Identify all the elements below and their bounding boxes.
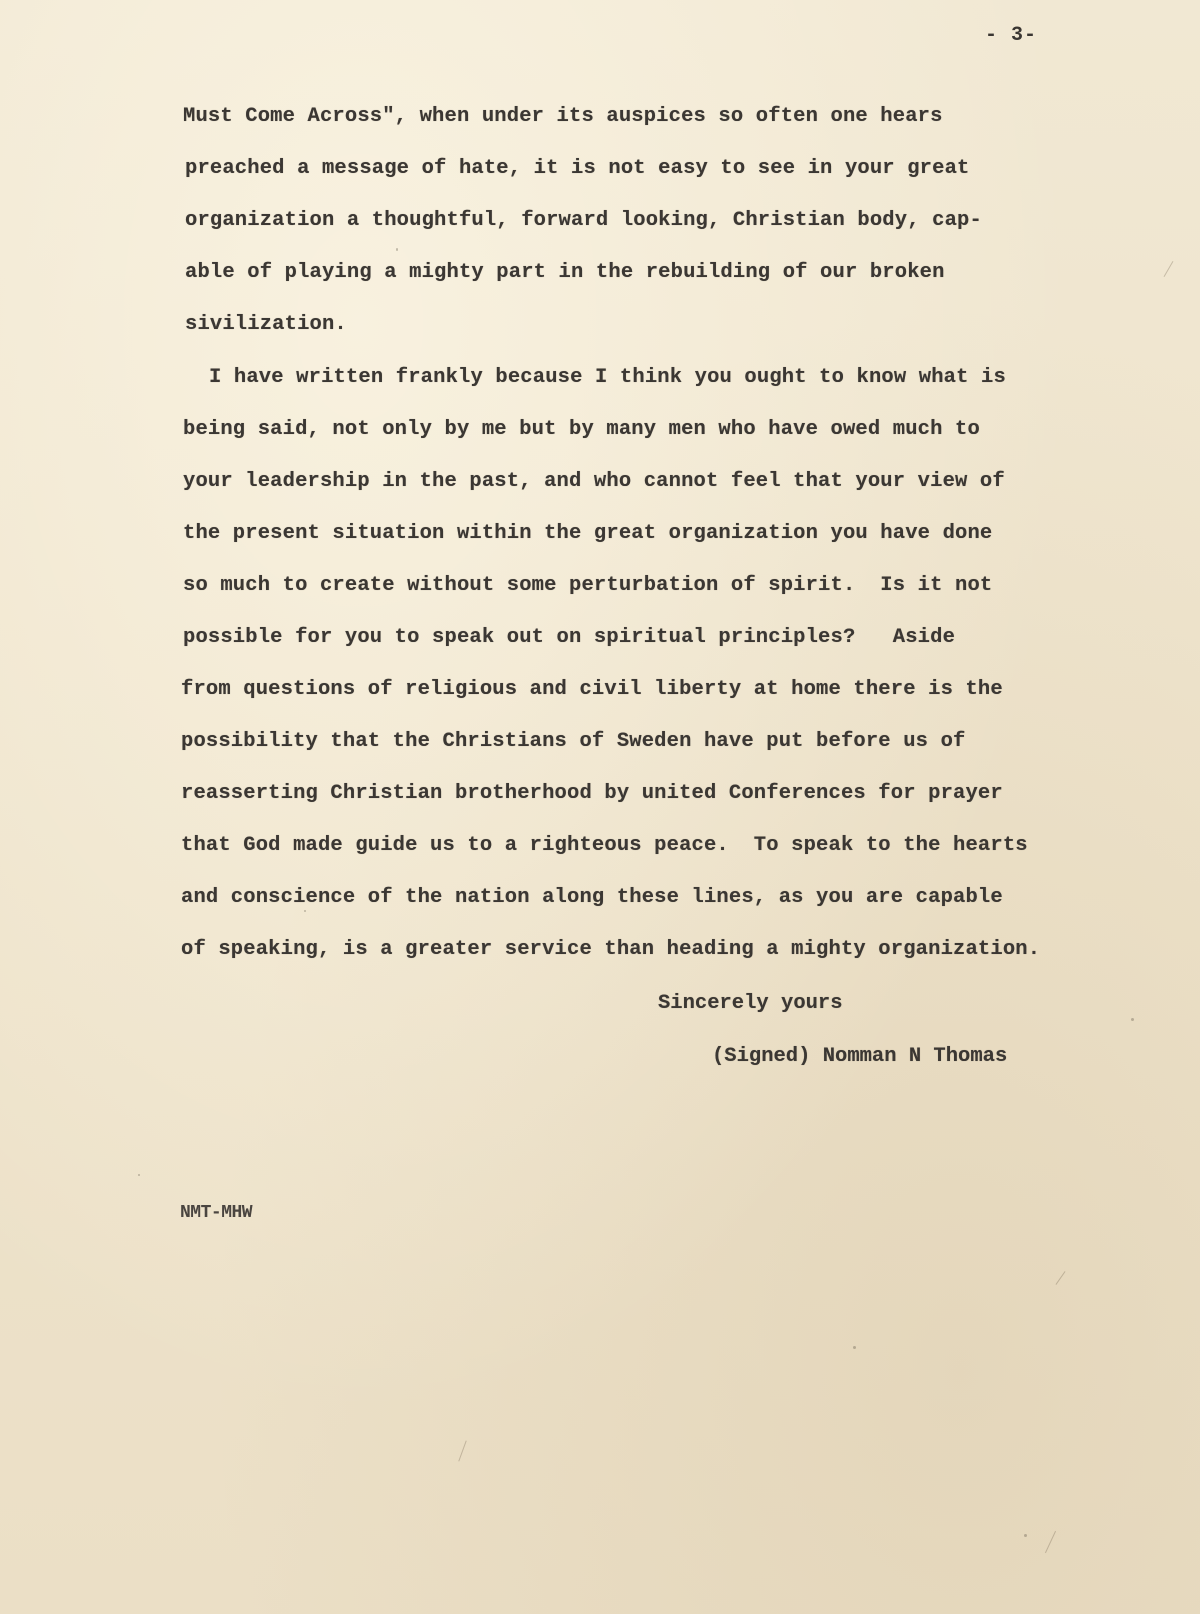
body-line: and conscience of the nation along these lines, as you are capable bbox=[181, 886, 1003, 909]
body-line: your leadership in the past, and who cannot feel that your view of bbox=[183, 470, 1005, 493]
body-line: preached a message of hate, it is not easy to see in your great bbox=[185, 157, 970, 180]
body-line: reasserting Christian brotherhood by united Conferences for prayer bbox=[181, 782, 1003, 805]
body-line: possibility that the Christians of Sweden have put before us of bbox=[181, 730, 966, 753]
body-line: so much to create without some perturbation of spirit. Is it not bbox=[183, 574, 993, 597]
complimentary-close: Sincerely yours bbox=[658, 992, 843, 1015]
body-line: sivilization. bbox=[185, 313, 347, 336]
body-line: of speaking, is a greater service than heading a mighty organization. bbox=[181, 938, 1041, 961]
signature-line: (Signed) Nomman N Thomas bbox=[712, 1045, 1008, 1068]
body-line: organization a thoughtful, forward looking, Christian body, cap- bbox=[185, 209, 982, 232]
body-line: that God made guide us to a righteous peace. To speak to the hearts bbox=[181, 834, 1028, 857]
body-line: able of playing a mighty part in the rebuilding of our broken bbox=[185, 261, 945, 284]
body-line: the present situation within the great organization you have done bbox=[183, 522, 993, 545]
page-number: - 3- bbox=[985, 24, 1038, 47]
body-line: being said, not only by me but by many men who have owed much to bbox=[183, 418, 980, 441]
body-line: Must Come Across", when under its auspices so often one hears bbox=[183, 105, 943, 128]
body-line: I have written frankly because I think you ought to know what is bbox=[209, 366, 1006, 389]
body-line: possible for you to speak out on spiritual principles? Aside bbox=[183, 626, 956, 649]
body-line: from questions of religious and civil liberty at home there is the bbox=[181, 678, 1003, 701]
reference-initials: NMT-MHW bbox=[180, 1203, 253, 1223]
